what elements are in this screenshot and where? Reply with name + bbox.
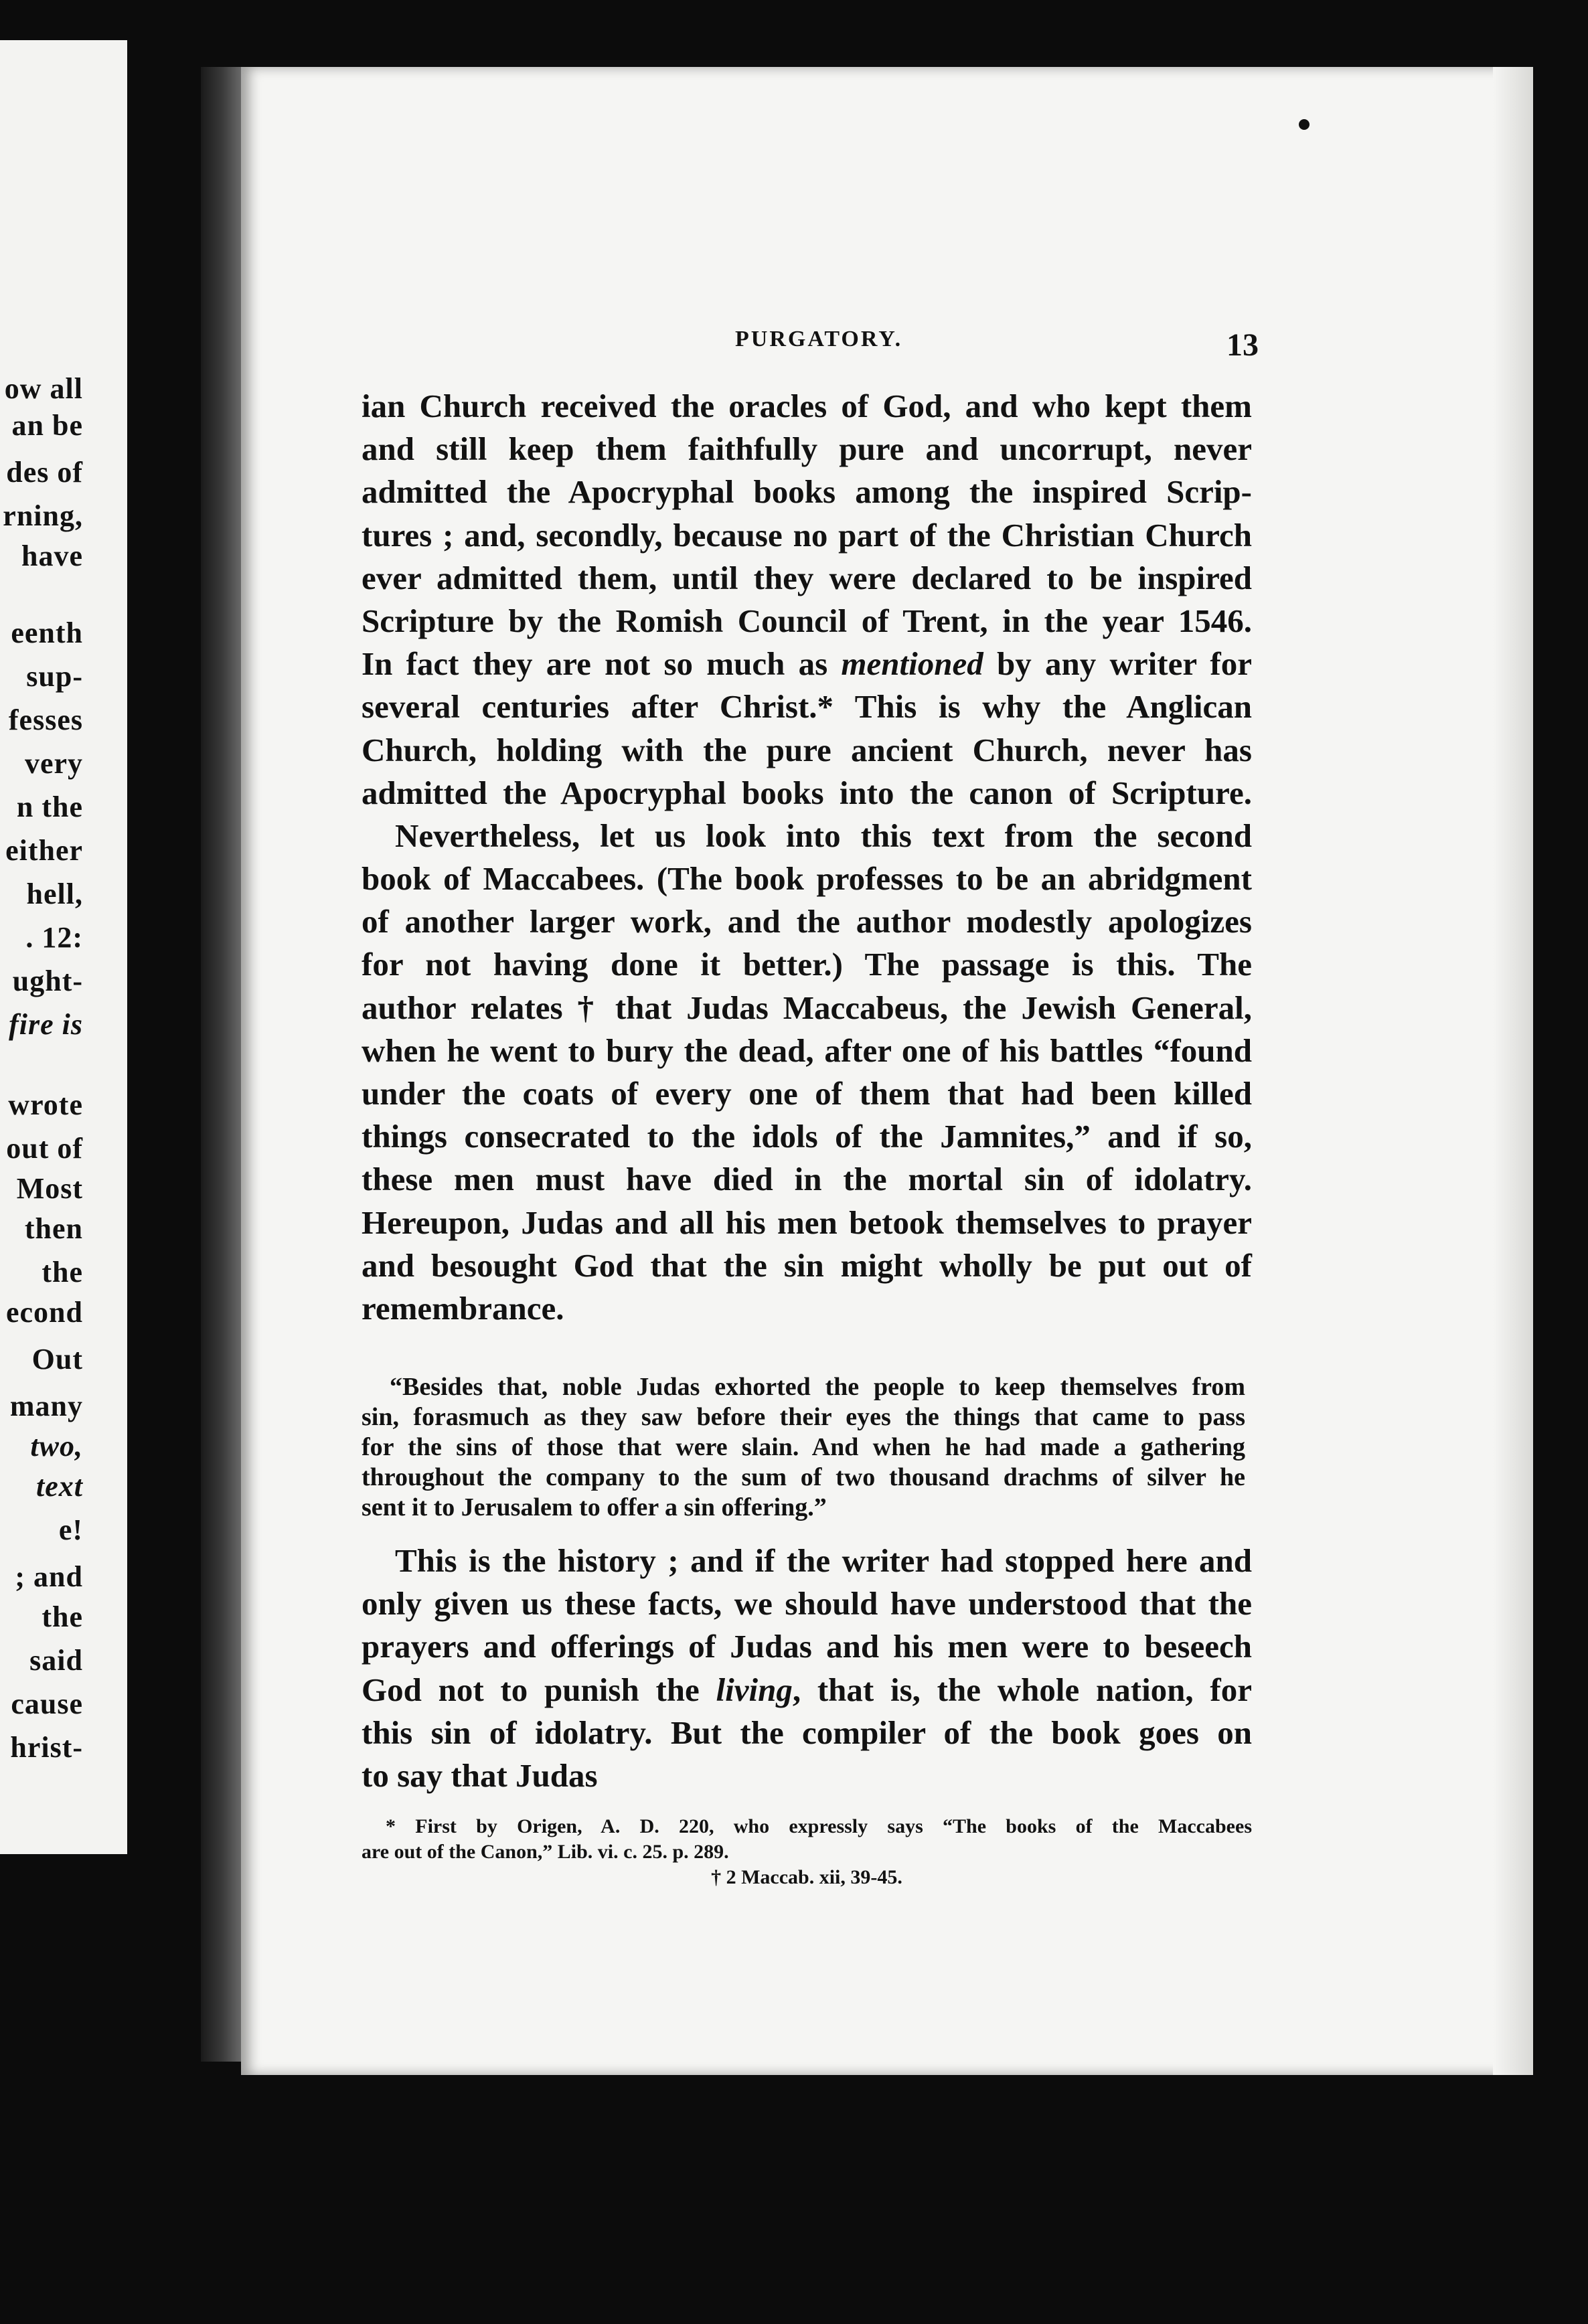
facing-page-line: des of (6, 456, 83, 489)
facing-page-line: an be (11, 409, 83, 442)
facing-page-line: out of (6, 1132, 83, 1165)
text-line: when he went to bury the dead, after one of his battles “found (362, 1031, 1252, 1069)
text-line: Nevertheless, let us look into this text from the second (395, 817, 1252, 854)
facing-page-line: either (5, 834, 83, 867)
text-line: this sin of idolatry. But the compiler of the book goes on (362, 1714, 1252, 1751)
facing-page-line: n the (16, 791, 83, 823)
facing-page-line: said (29, 1644, 83, 1677)
text-line: This is the history ; and if the writer had stopped here and (395, 1542, 1252, 1579)
facing-page-line: rning, (3, 499, 83, 532)
facing-page-line: econd (6, 1296, 83, 1329)
facing-page-line: ow all (4, 372, 83, 405)
footnote-line: † 2 Maccab. xii, 39-45. (711, 1866, 902, 1888)
footnotes (362, 1814, 1252, 1890)
running-head: PURGATORY. (735, 327, 903, 351)
footnote-line: are out of the Canon,” Lib. vi. c. 25. p. 289. (362, 1841, 729, 1863)
facing-page-line: then (24, 1212, 83, 1245)
text-line: prayers and offerings of Judas and his men were to beseech (362, 1628, 1252, 1665)
text-line: ever admitted them, until they were declared to be inspired (362, 559, 1252, 596)
facing-page-line: . 12: (25, 921, 83, 954)
text-line: things consecrated to the idols of the Jamnites,” and if so, (362, 1118, 1252, 1155)
facing-page-line: fire is (9, 1008, 83, 1041)
facing-page-line: have (21, 540, 83, 572)
text-line: Scripture by the Romish Council of Trent, in the year 1546. (362, 602, 1252, 639)
footnote-line: * First by Origen, A. D. 220, who expressly says “The books of the Maccabees (386, 1815, 1252, 1837)
facing-page-line: fesses (8, 703, 83, 736)
facing-page-line: sup- (26, 660, 83, 693)
text-line: of another larger work, and the author modestly apologizes (362, 903, 1252, 940)
book-page (241, 67, 1533, 2075)
text-line: only given us these facts, we should have understood that the (362, 1585, 1252, 1623)
facing-page-line: ught- (12, 965, 83, 997)
text-line: book of Maccabees. (The book professes to be an abridgment (362, 860, 1252, 898)
facing-page-line: eenth (11, 616, 83, 649)
quote-line: sin, forasmuch as they saw before their eyes the things that came to pass (362, 1403, 1245, 1431)
facing-page-line: hell, (26, 878, 83, 910)
text-line: admitted the Apocryphal books among the inspired Scrip- (362, 473, 1252, 511)
text-line: and besought God that the sin might wholly be put out of (362, 1246, 1252, 1284)
text-line: admitted the Apocryphal books into the canon of Scripture. (362, 774, 1252, 811)
facing-page-line: the (42, 1600, 83, 1633)
text-line: tures ; and, secondly, because no part of the Christian Church (362, 516, 1252, 554)
text-line: In fact they are not so much as mentioned by any writer for (362, 645, 1252, 683)
text-line: and still keep them faithfully pure and uncorrupt, never (362, 430, 1252, 468)
text-line: these men must have died in the mortal sin of idolatry. (362, 1161, 1252, 1198)
facing-page-line: hrist- (10, 1731, 83, 1764)
body-text-continued (362, 1540, 1252, 1797)
text-line: God not to punish the living, that is, the whole nation, for (362, 1671, 1252, 1708)
text-line: remembrance. (362, 1289, 564, 1327)
facing-page-line: wrote (8, 1088, 83, 1121)
text-line: to say that Judas (362, 1756, 598, 1794)
facing-page-line: Most (16, 1172, 83, 1205)
facing-page-line: many (9, 1390, 83, 1422)
facing-page-line: two, (30, 1430, 83, 1463)
ink-speck (1299, 119, 1309, 130)
body-text (362, 385, 1252, 1330)
block-quotation (362, 1372, 1245, 1523)
text-line: several centuries after Christ.* This is why the Anglican (362, 688, 1252, 726)
quote-line: throughout the company to the sum of two thousand drachms of silver he (362, 1463, 1245, 1491)
page-edge-shadow (1493, 67, 1533, 2075)
text-line: for not having done it better.) The passage is this. The (362, 946, 1252, 983)
text-line: Church, holding with the pure ancient Church, never has (362, 731, 1252, 768)
facing-page-line: text (36, 1470, 83, 1503)
facing-page-line: ; and (15, 1560, 83, 1593)
facing-page-line: Out (31, 1343, 83, 1376)
facing-page-line: very (24, 747, 83, 780)
facing-page-line: e! (58, 1513, 83, 1546)
page-number: 13 (1226, 327, 1259, 363)
quote-line: for the sins of those that were slain. And when he had made a gathering (362, 1433, 1245, 1461)
text-line: author relates † that Judas Maccabeus, the Jewish General, (362, 989, 1252, 1026)
quote-line: sent it to Jerusalem to offer a sin offering.” (362, 1493, 827, 1521)
text-line: under the coats of every one of them that had been killed (362, 1075, 1252, 1112)
text-line: Hereupon, Judas and all his men betook themselves to prayer (362, 1204, 1252, 1241)
facing-page-line: cause (11, 1687, 83, 1720)
quote-line: “Besides that, noble Judas exhorted the people to keep themselves from (390, 1373, 1245, 1401)
facing-page-fragment (0, 40, 127, 1854)
facing-page-line: the (42, 1256, 83, 1289)
text-line: ian Church received the oracles of God, and who kept them (362, 388, 1252, 424)
